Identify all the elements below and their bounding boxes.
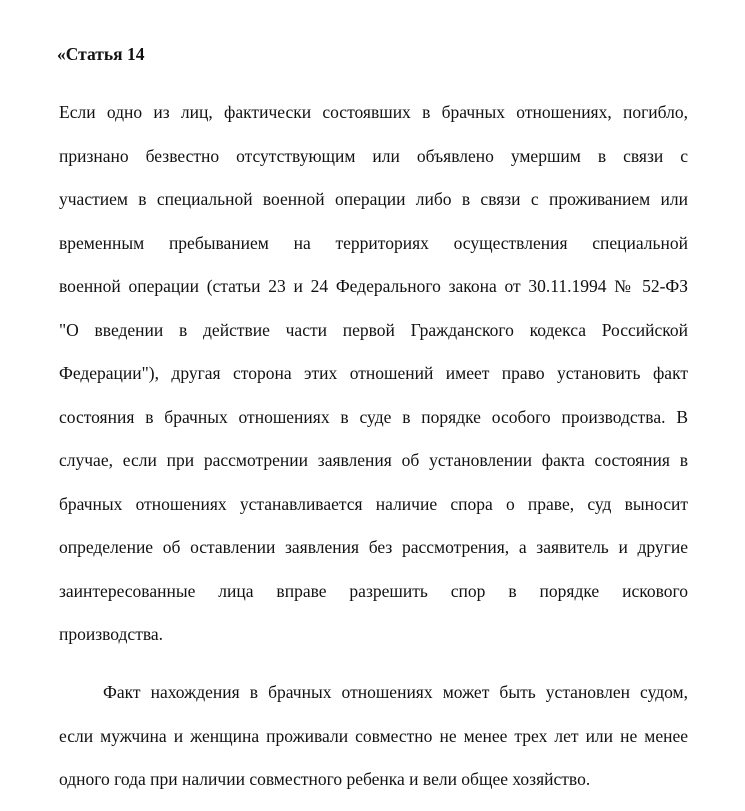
article-heading: «Статья 14	[57, 44, 145, 64]
text-line: случае, если при рассмотрении заявления об установлении факта состояния в	[59, 450, 688, 470]
text-line: одного года при наличии совместного ребенка и вели общее хозяйство.	[59, 769, 591, 789]
text-line: участием в специальной военной операции либо в связи с проживанием или	[59, 189, 688, 209]
text-line: заинтересованные лица вправе разрешить спор в порядке искового	[59, 580, 688, 601]
paragraph-2	[59, 680, 688, 811]
text-line: если мужчина и женщина проживали совместно не менее трех лет или не менее	[59, 725, 688, 746]
text-line: Если одно из лиц, фактически состоявших в брачных отношениях, погибло,	[59, 102, 688, 122]
text-line: определение об оставлении заявления без рассмотрения, а заявитель и другие	[59, 537, 688, 557]
text-line: временным пребыванием на территориях осуществления специальной	[59, 232, 688, 253]
text-line: производства.	[59, 624, 164, 644]
paragraph-1	[59, 100, 688, 666]
text-line: Федерации"), другая сторона этих отношений имеет право установить факт	[59, 363, 688, 383]
text-line: брачных отношениях устанавливается наличие спора о праве, суд выносит	[59, 493, 688, 514]
text-line: Факт нахождения в брачных отношениях может быть установлен судом,	[103, 682, 688, 702]
text-line: "О введении в действие части первой Гражданского кодекса Российской	[59, 319, 688, 340]
text-line: состояния в брачных отношениях в суде в порядке особого производства. В	[59, 406, 688, 427]
text-line: признано безвестно отсутствующим или объявлено умершим в связи с	[59, 145, 688, 166]
text-line: военной операции (статьи 23 и 24 Федерального закона от 30.11.1994 № 52-ФЗ	[59, 276, 688, 296]
